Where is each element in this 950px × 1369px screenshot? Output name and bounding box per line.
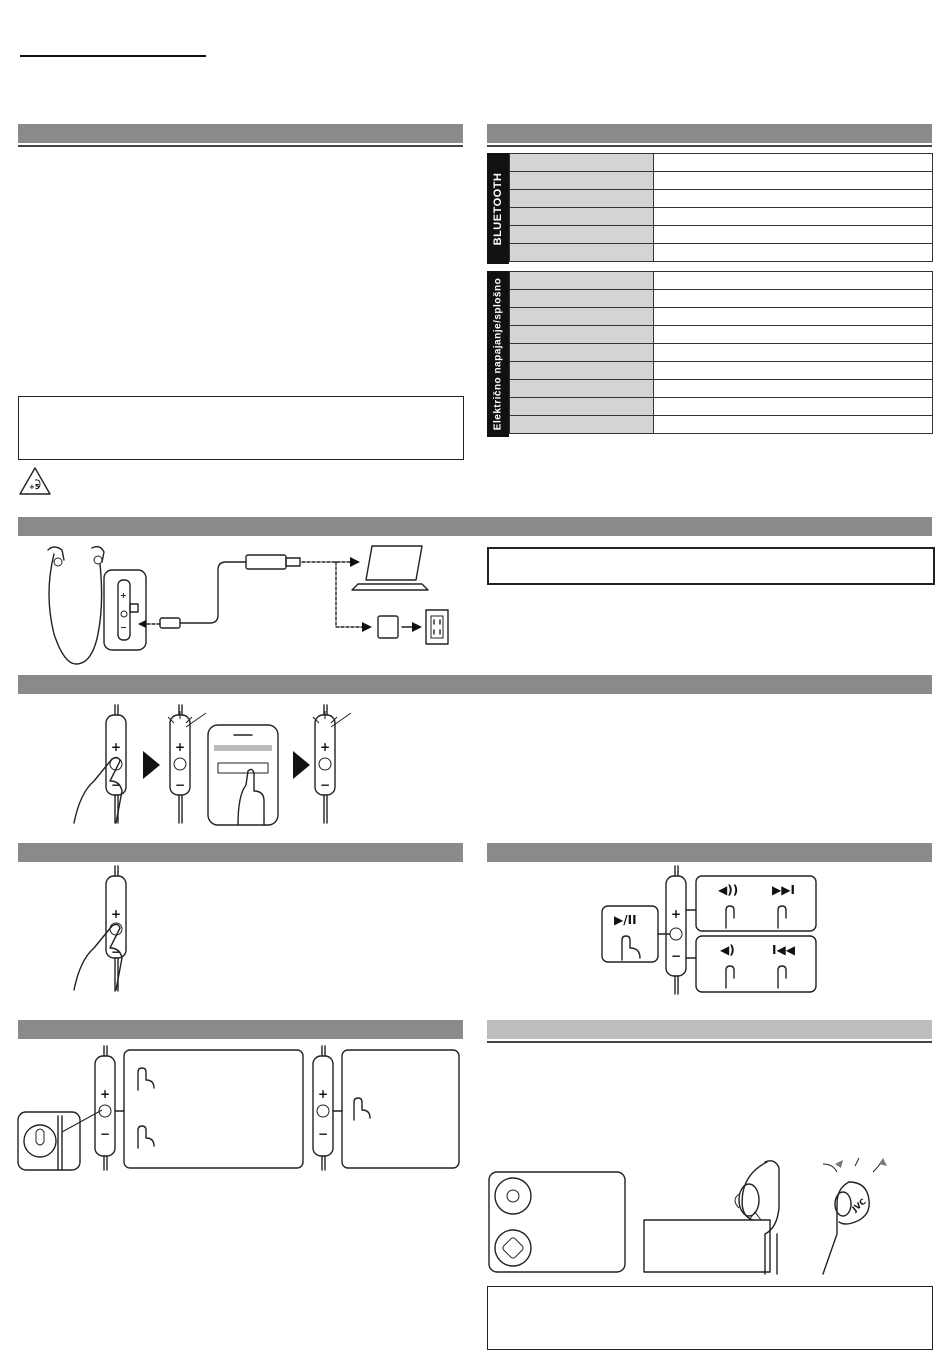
svg-text:−: − — [318, 1127, 329, 1141]
svg-text:◀): ◀) — [720, 943, 735, 957]
section-header-precautions — [18, 124, 463, 143]
table-row — [510, 362, 933, 380]
play-pause-symbol: ▶/II — [614, 913, 637, 927]
svg-text:+: + — [111, 907, 122, 921]
table-row — [510, 380, 933, 398]
svg-text:+: + — [320, 740, 331, 754]
svg-text:−: − — [111, 945, 122, 959]
charging-notice-box — [487, 547, 935, 585]
title-underline — [20, 55, 206, 57]
svg-text:◀)): ◀)) — [718, 883, 739, 897]
charging-illustration — [40, 540, 460, 670]
table-row — [510, 272, 933, 290]
section-header-calls — [18, 1020, 463, 1039]
svg-text:+: + — [175, 740, 186, 754]
svg-text:−: − — [320, 778, 331, 792]
wearing-notice-box — [487, 1286, 933, 1350]
section-header-music-controls — [487, 843, 932, 862]
table-row — [510, 226, 933, 244]
svg-text:+: + — [671, 907, 682, 921]
table-row — [510, 244, 933, 262]
table-row — [510, 416, 933, 434]
svg-text:I◀◀: I◀◀ — [772, 943, 795, 957]
section-header-wearing — [487, 1020, 932, 1039]
section-rule — [18, 145, 463, 147]
brand-logo: JVC — [850, 1196, 868, 1214]
ear-icon-label: +5 — [29, 483, 40, 491]
minus-symbol: − — [120, 623, 127, 632]
table-row — [510, 290, 933, 308]
svg-text:−: − — [100, 1127, 111, 1141]
svg-text:−: − — [111, 778, 122, 792]
section-header-power — [18, 843, 463, 862]
power-illustration — [70, 866, 150, 996]
table-row — [510, 326, 933, 344]
table-row — [510, 398, 933, 416]
music-controls-illustration — [600, 866, 820, 996]
table-row — [510, 172, 933, 190]
table-row — [510, 208, 933, 226]
svg-text:▶▶I: ▶▶I — [772, 883, 795, 897]
bluetooth-spec-table — [509, 153, 933, 262]
general-spec-table — [509, 271, 933, 434]
table-row — [510, 344, 933, 362]
svg-text:−: − — [175, 778, 186, 792]
table-row — [510, 190, 933, 208]
svg-text:−: − — [671, 949, 682, 963]
plus-symbol: + — [120, 591, 127, 600]
section-header-charging — [18, 517, 932, 536]
notice-box — [18, 396, 464, 460]
svg-text:+: + — [100, 1087, 111, 1101]
svg-text:+: + — [111, 740, 122, 754]
svg-text:+: + — [318, 1087, 329, 1101]
table-row — [510, 308, 933, 326]
general-spec-tab — [487, 271, 509, 437]
section-rule — [487, 1041, 932, 1043]
general-spec-label: Električno napajanje/splošno — [492, 277, 504, 431]
bluetooth-spec-tab — [487, 153, 509, 264]
section-header-specifications — [487, 124, 932, 143]
pairing-illustration — [60, 705, 370, 830]
calls-illustration — [18, 1046, 463, 1171]
section-rule — [487, 145, 932, 147]
hearing-warning-icon — [18, 466, 52, 496]
bluetooth-spec-label: BLUETOOTH — [492, 172, 504, 245]
wearing-illustration — [487, 1154, 932, 1279]
table-row — [510, 154, 933, 172]
section-header-pairing — [18, 675, 932, 694]
